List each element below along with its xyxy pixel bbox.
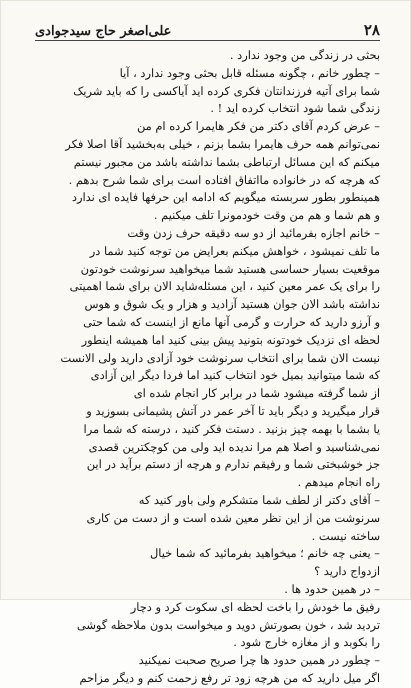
text-line: – در همین حدود ها .: [284, 581, 380, 596]
text-line: ساخته نیست .: [311, 528, 380, 543]
text-line: یا بشما با بهمه چیز بزنید . دستت فکر کنید ، درسته که شما مرا: [83, 421, 380, 436]
text-line: رفیق ما خودش را باخت لحظه ای سکوت کرد و دچار: [130, 599, 380, 614]
text-line: ما تلف نمیشود ، خواهش میکنم بعرایض من توجه کنید شما در: [89, 243, 380, 258]
text-line: جز خوشبختی شما و رفیقم ندارم و هرچه از دستم برآید در این: [86, 457, 380, 472]
text-line: شما برای آتیه فرزندانتان فکری کرده اید آیاکسی را که باید شریک: [73, 83, 380, 98]
text-line: قرار میگیرید و دیگر باید تا آخر عمر در آتش پشیمانی بسوزید و: [86, 403, 380, 418]
text-line: – چطور خانم ، چگونه مسئله قابل بحثی وجود ندارد ، آیا: [119, 65, 380, 80]
text-line: را بکوبد و از مغازه خارج شود .: [233, 635, 380, 650]
text-line: لحظه ای نزدیک خودتونه بتونید پیش بینی کنید اما همیشه اینطور: [81, 332, 380, 347]
text-line: اگر میل دارید که من هرچه زود تر رفع زحمت کنم و دیگر مزاحم: [79, 670, 380, 685]
page-number: ٢٨: [363, 21, 380, 39]
text-line: نمی‌توانم همه حرف هایمرا بشما بزنم ، خیلی به‌بخشید آقا اصلا فکر: [65, 136, 380, 151]
body-text: [35, 47, 380, 685]
text-line: همینطور بطور سربسته میگویم که ادامه این حرفها فایده ای ندارد: [71, 190, 380, 205]
text-line: میکنم که این مسائل ارتباطی بشما نداشته باشد من مجبور نیستم: [73, 154, 380, 169]
header-rule: [35, 40, 380, 41]
text-line: نداشته باشد الان جوان هستید آزادید و هزار و یک شوق و هوس: [84, 297, 380, 312]
text-line: نمی‌شناسید و اصلا هم مرا ندیده اید ولی من کوچکترین قصدی: [88, 439, 380, 454]
text-line: – یعنی چه خانم ؛ میخواهید بفرمائید که شما خیال: [149, 546, 380, 561]
text-line: که شما میتوانید بمیل خود انتخاب کنید اما فردا دیگر این آزادی: [90, 368, 380, 383]
text-line: راه انجام میدهم .: [297, 475, 380, 490]
text-line: – عرض کردم آقای دکتر من فکر هایمرا کرده ام من: [136, 119, 380, 134]
text-line: را برای یک عمر معین کنید ، این مسئله‌شاید الان برای شما اهمیتی: [69, 279, 380, 294]
text-line: تردید شد ، خون بصورتش دوید و میخواست بدون ملاحظه گوشی: [76, 617, 380, 632]
text-line: که هرچه که در خانواده ما‌اتفاق افتاده است برای شما شرح بدهم .: [68, 172, 380, 187]
text-line: موقعیت بسیار حساسی هستید شما میخواهید سرنوشت خودتون: [80, 261, 380, 276]
text-line: و هم شما و هم من وقت خودمونرا تلف میکنیم .: [153, 208, 380, 223]
text-line: – خانم اجازه بفرمائید از دو سه دقیقه حرف زدن وقت: [127, 225, 380, 240]
author-name: علی‌اصغر حاج سید‌جوادی: [35, 24, 172, 39]
text-line: – چطور در همین حدود ها چرا صریح صحبت نمیکنید: [138, 653, 380, 668]
text-line: ازدواج دارید ؟: [314, 564, 380, 579]
text-line: زندگی شما شود انتخاب کرده اید ! .: [210, 101, 380, 116]
running-header: [35, 15, 380, 39]
text-line: – آقای دکتر از لطف شما متشکرم ولی باور کنید که: [138, 492, 380, 507]
text-line: سرنوشت من از این نظر معین شده است و از دست من کاری: [86, 510, 380, 525]
text-line: و آرزو دارید که حرارت و گرمی آنها مانع از اینست که شما حتی: [83, 314, 380, 329]
text-line: از شما گرفته میشود شما در برابر کار انجام شده ای: [133, 386, 380, 401]
text-line: بحثی در زندگی من وجود ندارد .: [229, 48, 380, 62]
text-line: نیست الان شما برای انتخاب سرنوشت خود آزادی دارید ولی الانست: [60, 350, 380, 365]
